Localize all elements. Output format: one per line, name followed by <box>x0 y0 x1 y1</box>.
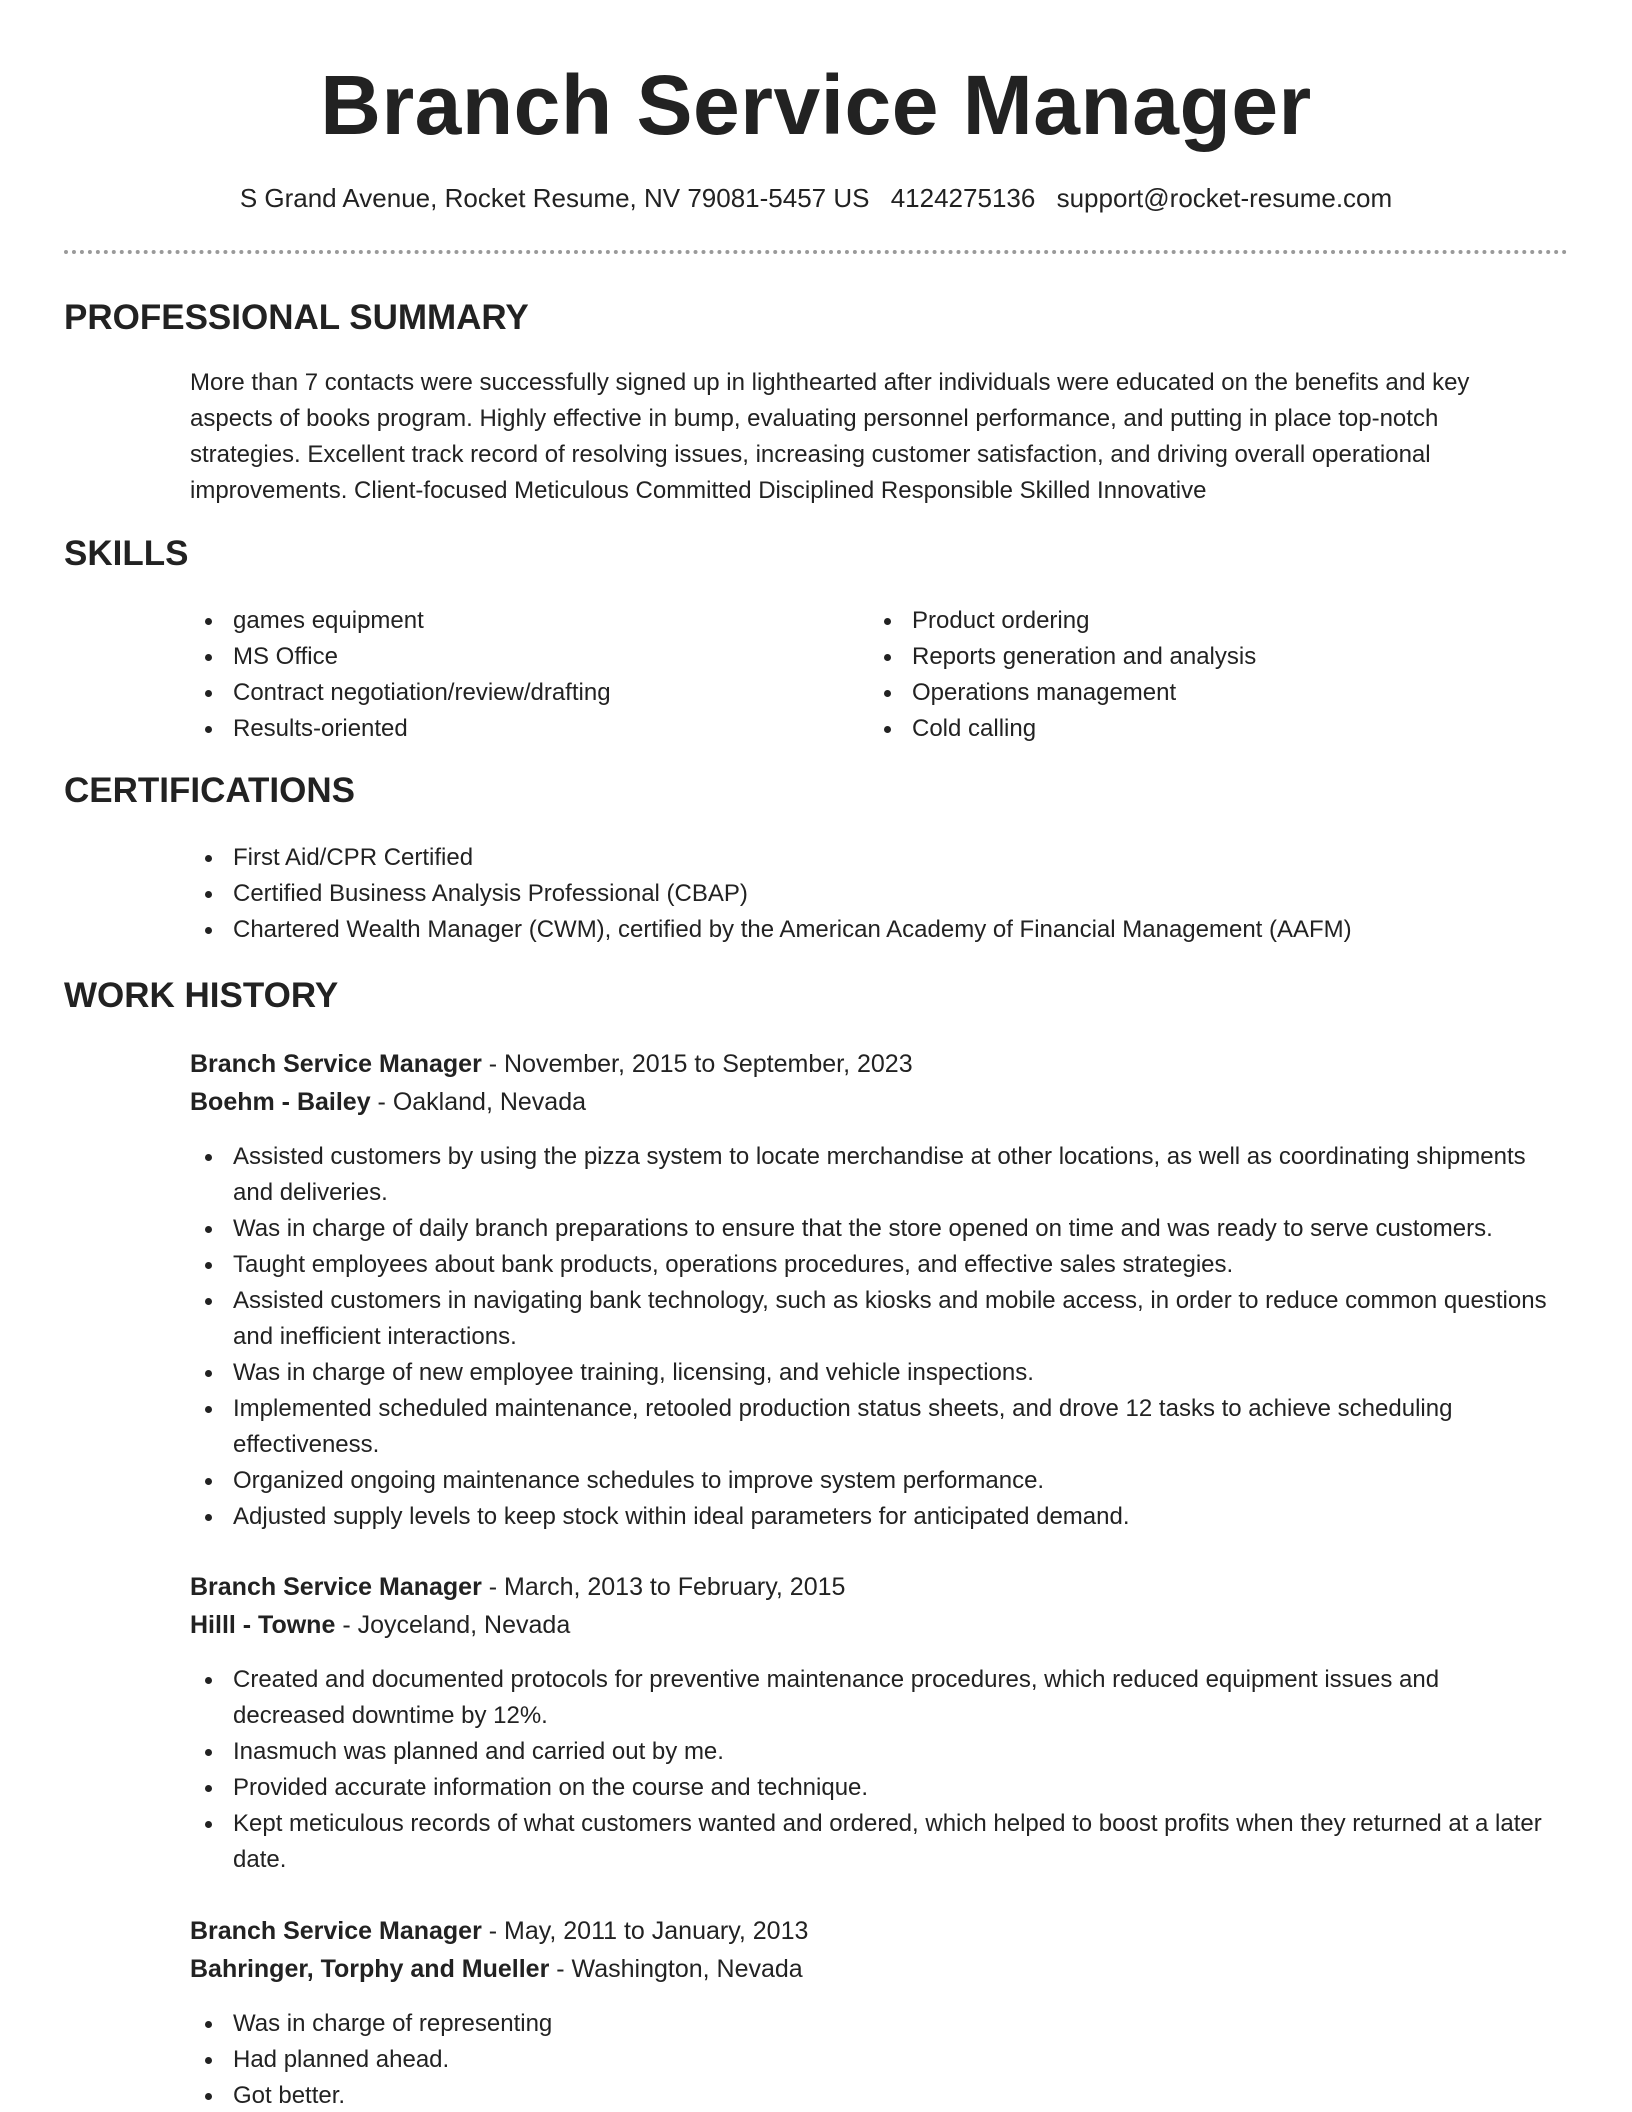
job-bullet: Inasmuch was planned and carried out by me. <box>190 1734 1550 1770</box>
summary-heading: PROFESSIONAL SUMMARY <box>64 298 529 337</box>
skill-item: games equipment <box>190 603 820 639</box>
skills-heading: SKILLS <box>64 534 189 573</box>
job-title-line <box>190 1045 913 1083</box>
job-bullet: Assisted customers in navigating bank technology, such as kiosks and mobile access, in order to reduce common questions and inefficient interactions. <box>190 1283 1550 1355</box>
job-company: Hilll - Towne <box>190 1611 336 1639</box>
contact-phone: 4124275136 <box>890 183 1036 213</box>
job-role: Branch Service Manager <box>190 1573 482 1601</box>
certification-item: Certified Business Analysis Professional (CBAP) <box>190 876 1550 912</box>
contact-email: support@rocket-resume.com <box>1056 183 1393 213</box>
job-location: - Washington, Nevada <box>549 1955 803 1983</box>
job-location: - Joyceland, Nevada <box>335 1611 571 1639</box>
job-bullet: Adjusted supply levels to keep stock within ideal parameters for anticipated demand. <box>190 1499 1550 1535</box>
skills-left-column <box>190 603 820 747</box>
job-dates: - March, 2013 to February, 2015 <box>481 1573 846 1601</box>
skill-item: Results-oriented <box>190 711 820 747</box>
job-bullet: Was in charge of representing <box>190 2006 1550 2042</box>
contact-address: S Grand Avenue, Rocket Resume, NV 79081-5457 US <box>239 183 870 213</box>
job-bullet: Was in charge of daily branch preparations to ensure that the store opened on time and was ready to serve customers. <box>190 1211 1550 1247</box>
job-role: Branch Service Manager <box>190 1050 482 1078</box>
job-bullet: Taught employees about bank products, operations procedures, and effective sales strategies. <box>190 1247 1550 1283</box>
job-bullets <box>190 1662 1550 1878</box>
job-dates: - May, 2011 to January, 2013 <box>481 1917 809 1945</box>
job-bullets <box>190 1139 1550 1535</box>
certification-item: Chartered Wealth Manager (CWM), certified by the American Academy of Financial Management (AAFM) <box>190 912 1550 948</box>
job-company-line <box>190 1083 586 1121</box>
job-company-line <box>190 1606 570 1644</box>
job-bullet: Got better. <box>190 2078 1550 2112</box>
candidate-name: Branch Service Manager <box>320 58 1312 152</box>
skill-item: Contract negotiation/review/drafting <box>190 675 820 711</box>
summary-text: More than 7 contacts were successfully signed up in lighthearted after individuals were educated on the benefits and key aspects of books program. Highly effective in bump, evaluating personnel performance, and putting in place top-notch strategies. Excellent track record of resolving issues, increasing customer satisfaction, and driving overall operational improvements. Client-focused Meticulous Committed Disciplined Responsible Skilled Innovative <box>190 369 1470 504</box>
job-bullet: Created and documented protocols for preventive maintenance procedures, which reduced equipment issues and decreased downtime by 12%. <box>190 1662 1550 1734</box>
skill-item: Operations management <box>869 675 1549 711</box>
certifications-heading: CERTIFICATIONS <box>64 771 356 810</box>
job-bullet: Implemented scheduled maintenance, retooled production status sheets, and drove 12 tasks to achieve scheduling effectiveness. <box>190 1391 1550 1463</box>
job-company: Bahringer, Torphy and Mueller <box>190 1955 550 1983</box>
job-bullet: Kept meticulous records of what customers wanted and ordered, which helped to boost profits when they returned at a later date. <box>190 1806 1550 1878</box>
job-bullet: Organized ongoing maintenance schedules to improve system performance. <box>190 1463 1550 1499</box>
skill-item: Product ordering <box>869 603 1549 639</box>
job-title-line <box>190 1912 808 1950</box>
job-bullets <box>190 2006 1550 2112</box>
job-bullet: Provided accurate information on the course and technique. <box>190 1770 1550 1806</box>
skills-right-column <box>869 603 1549 747</box>
job-location: - Oakland, Nevada <box>370 1088 587 1116</box>
work-history-heading: WORK HISTORY <box>64 976 339 1015</box>
header-divider <box>64 250 1568 254</box>
contact-line <box>0 180 1632 216</box>
job-bullet: Assisted customers by using the pizza system to locate merchandise at other locations, as well as coordinating shipments and deliveries. <box>190 1139 1550 1211</box>
certifications-list <box>190 840 1550 948</box>
skill-item: Reports generation and analysis <box>869 639 1549 675</box>
job-title-line <box>190 1568 845 1606</box>
job-dates: - November, 2015 to September, 2023 <box>481 1050 913 1078</box>
job-company-line <box>190 1950 803 1988</box>
skill-item: MS Office <box>190 639 820 675</box>
job-role: Branch Service Manager <box>190 1917 482 1945</box>
certification-item: First Aid/CPR Certified <box>190 840 1550 876</box>
job-bullet: Had planned ahead. <box>190 2042 1550 2078</box>
skill-item: Cold calling <box>869 711 1549 747</box>
job-bullet: Was in charge of new employee training, licensing, and vehicle inspections. <box>190 1355 1550 1391</box>
job-company: Boehm - Bailey <box>190 1088 371 1116</box>
